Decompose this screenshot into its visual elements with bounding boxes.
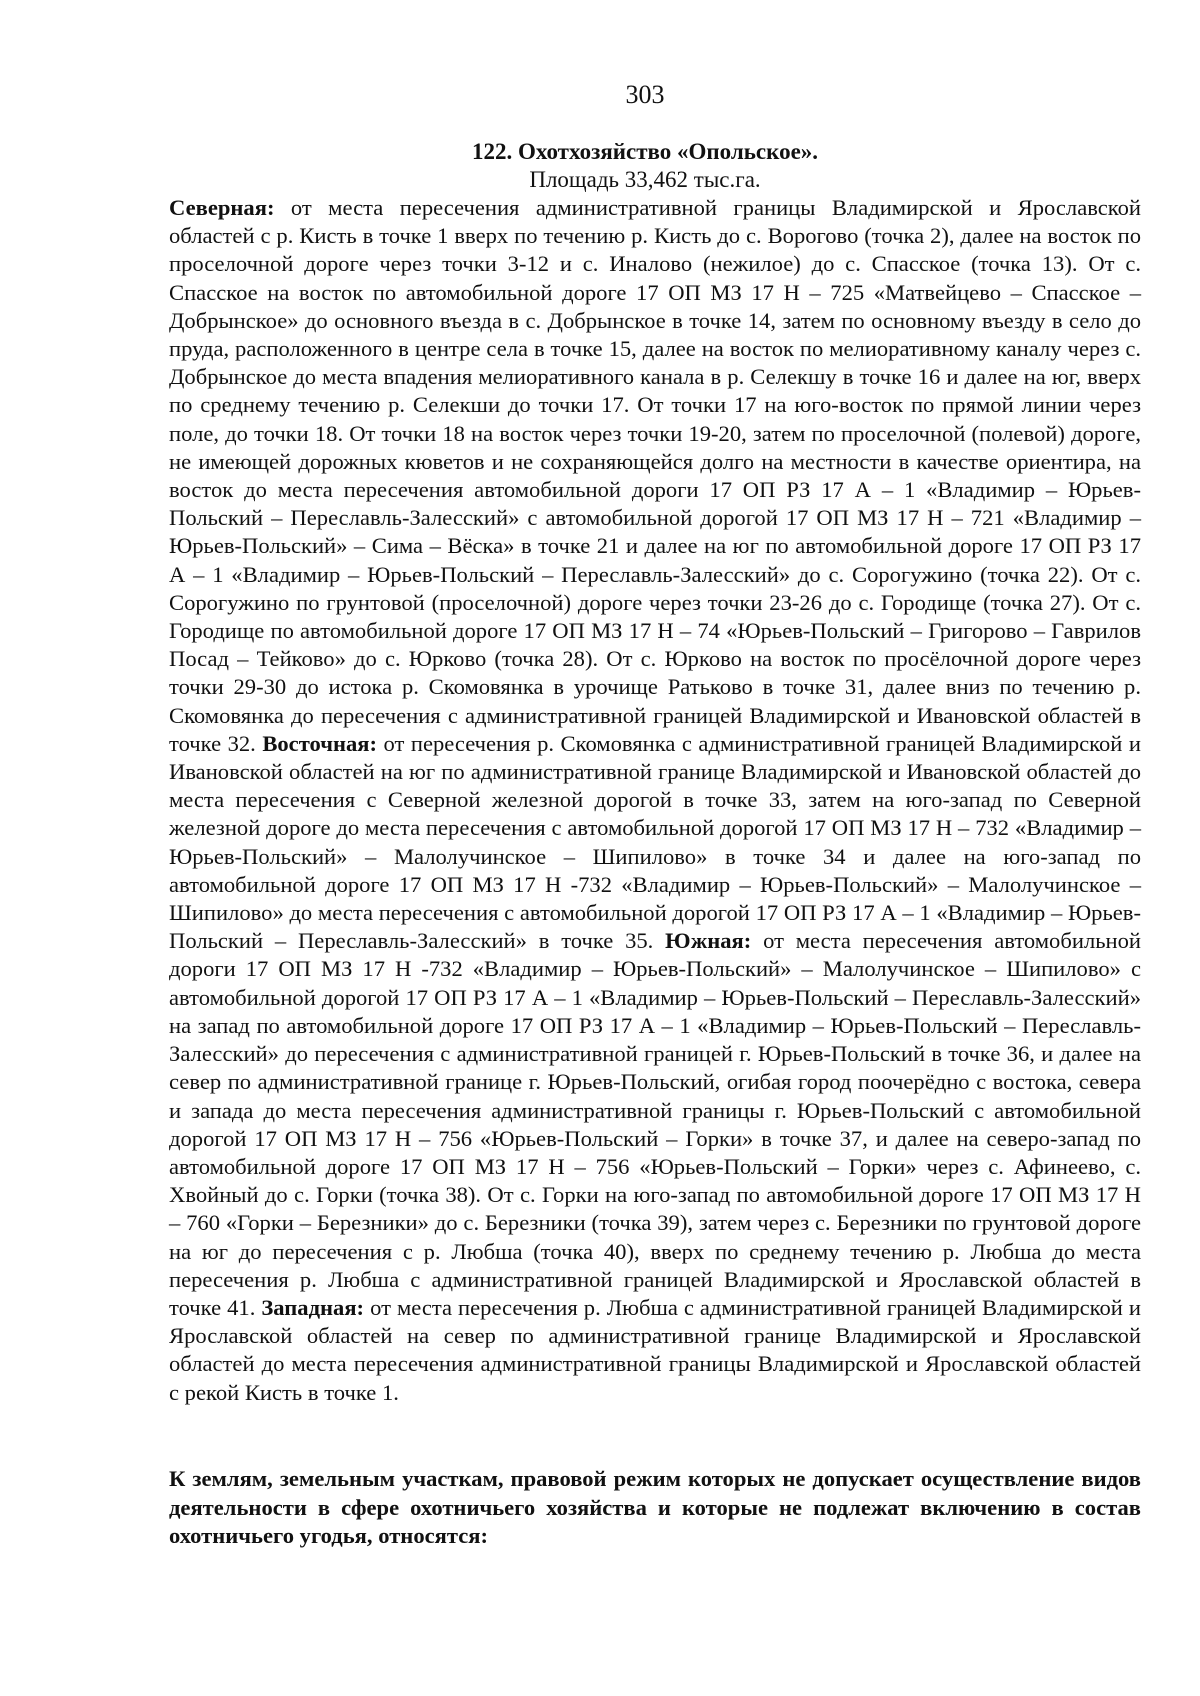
area-line: Площадь 33,462 тыс.га. [529, 167, 761, 192]
south-boundary-label: Южная: [665, 928, 752, 954]
east-boundary-label: Восточная: [262, 730, 378, 756]
boundary-description [169, 194, 1141, 1407]
south-boundary-text: от места пересечения автомобильной дороги 17 ОП МЗ 17 Н -732 «Владимир – Юрьев-Польский» – Малолучинское – Шипилово» с автомобильной дорогой 17 ОП РЗ 17 А – 1 «Владимир – Юрьев-Польский – Переславль-Залесский» на запад по автомобильной дороге 17 ОП РЗ 17 А – 1 «Владимир – Юрьев-Польский – Переславль-Залесский» до пересечения с административной границей г. Юрьев-Польский в точке 36, и далее на север по административной границе г. Юрьев-Польский, огибая город поочерёдно с востока, севера и запада до места пересечения административной границы г. Юрьев-Польский с автомобильной дорогой 17 ОП МЗ 17 Н – 756 «Юрьев-Польский – Горки» в точке 37, и далее на северо-запад по автомобильной дороге 17 ОП МЗ 17 Н – 756 «Юрьев-Польский – Горки» через с. Афинеево, с. Хвойный до с. Горки (точка 38). От с. Горки на юго-запад по автомобильной дороге 17 ОП МЗ 17 Н – 760 «Горки – Березники» до с. Березники (точка 39), затем через с. Березники по грунтовой дороге на юг до пересечения с р. Любша (точка 40), вверх по среднему течению р. Любша до места пересечения р. Любша с административной границей Владимирской и Ярославской областей в точке 41. [169, 928, 1142, 1320]
excluded-lands-heading: К землям, земельным участкам, правовой режим которых не допускает осуществление видов деятельности в сфере охотничьего хозяйства и которые не подлежат включению в состав охотничьего угодья, относятся: [169, 1466, 1141, 1548]
west-boundary-text: от места пересечения р. Любша с административной границей Владимирской и Ярославской областей на север по административной границе Владимирской и Ярославской областей до места пересечения административной границы Владимирской и Ярославской областей с рекой Кисть в точке 1. [169, 1294, 1141, 1405]
boundary-paragraph [169, 194, 1141, 1407]
west-boundary-label: Западная: [261, 1294, 365, 1320]
section-title: 122. Охотхозяйство «Опольское». [471, 139, 819, 164]
north-boundary-text: от места пересечения административной границы Владимирской и Ярославской областей с р. Кисть в точке 1 вверх по течению р. Кисть до с. Ворогово (точка 2), далее на восток по проселочной дороге через точки 3-12 и с. Иналово (нежилое) до с. Спасское (точка 13). От с. Спасское на восток по автомобильной дороге 17 ОП МЗ 17 Н – 725 «Матвейцево – Спасское – Добрынское» до основного въезда в с. Добрынское в точке 14, затем по основному въезду в село до пруда, расположенного в центре села в точке 15, далее на восток по мелиоративному каналу через с. Добрынское до места впадения мелиоративного канала в р. Селекшу в точке 16 и далее на юг, вверх по среднему течению р. Селекши до точки 17. От точки 17 на юго-восток по прямой линии через поле, до точки 18. От точки 18 на восток через точки 19-20, затем по проселочной (полевой) дороге, не имеющей дорожных кюветов и не сохраняющейся долго на местности в качестве ориентира, на восток до места пересечения автомобильной дороги 17 ОП РЗ 17 А – 1 «Владимир – Юрьев-Польский – Переславль-Залесский» с автомобильной дорогой 17 ОП МЗ 17 Н – 721 «Владимир – Юрьев-Польский» – Сима – Вёска» в точке 21 и далее на юг по автомобильной дороге 17 ОП РЗ 17 А – 1 «Владимир – Юрьев-Польский – Переславль-Залесский» до с. Сорогужино (точка 22). От с. Сорогужино по грунтовой (проселочной) дороге через точки 23-26 до с. Городище (точка 27). От с. Городище по автомобильной дороге 17 ОП МЗ 17 Н – 74 «Юрьев-Польский – Григорово – Гаврилов Посад – Тейково» до с. Юрково (точка 28). От с. Юрково на восток по просёлочной дороге через точки 29-30 до истока р. Скомовянка в урочище Ратьково в точке 31, далее вниз по течению р. Скомовянка до пересечения с административной границей Владимирской и Ивановской областей в точке 32. [169, 195, 1141, 756]
east-boundary-text: от пересечения р. Скомовянка с административной границей Владимирской и Ивановской областей на юг по административной границе Владимирской и Ивановской областей до места пересечения с Северной железной дорогой в точке 33, затем на юго-запад по Северной железной дороге до места пересечения с автомобильной дорогой 17 ОП МЗ 17 Н – 732 «Владимир – Юрьев-Польский» – Малолучинское – Шипилово» в точке 34 и далее на юго-запад по автомобильной дороге 17 ОП МЗ 17 Н -732 «Владимир – Юрьев-Польский» – Малолучинское – Шипилово» до места пересечения с автомобильной дорогой 17 ОП РЗ 17 А – 1 «Владимир – Юрьев-Польский – Переславль-Залесский» в точке 35. [169, 730, 1141, 954]
north-boundary-label: Северная: [169, 195, 275, 220]
page-number: 303 [625, 80, 665, 109]
